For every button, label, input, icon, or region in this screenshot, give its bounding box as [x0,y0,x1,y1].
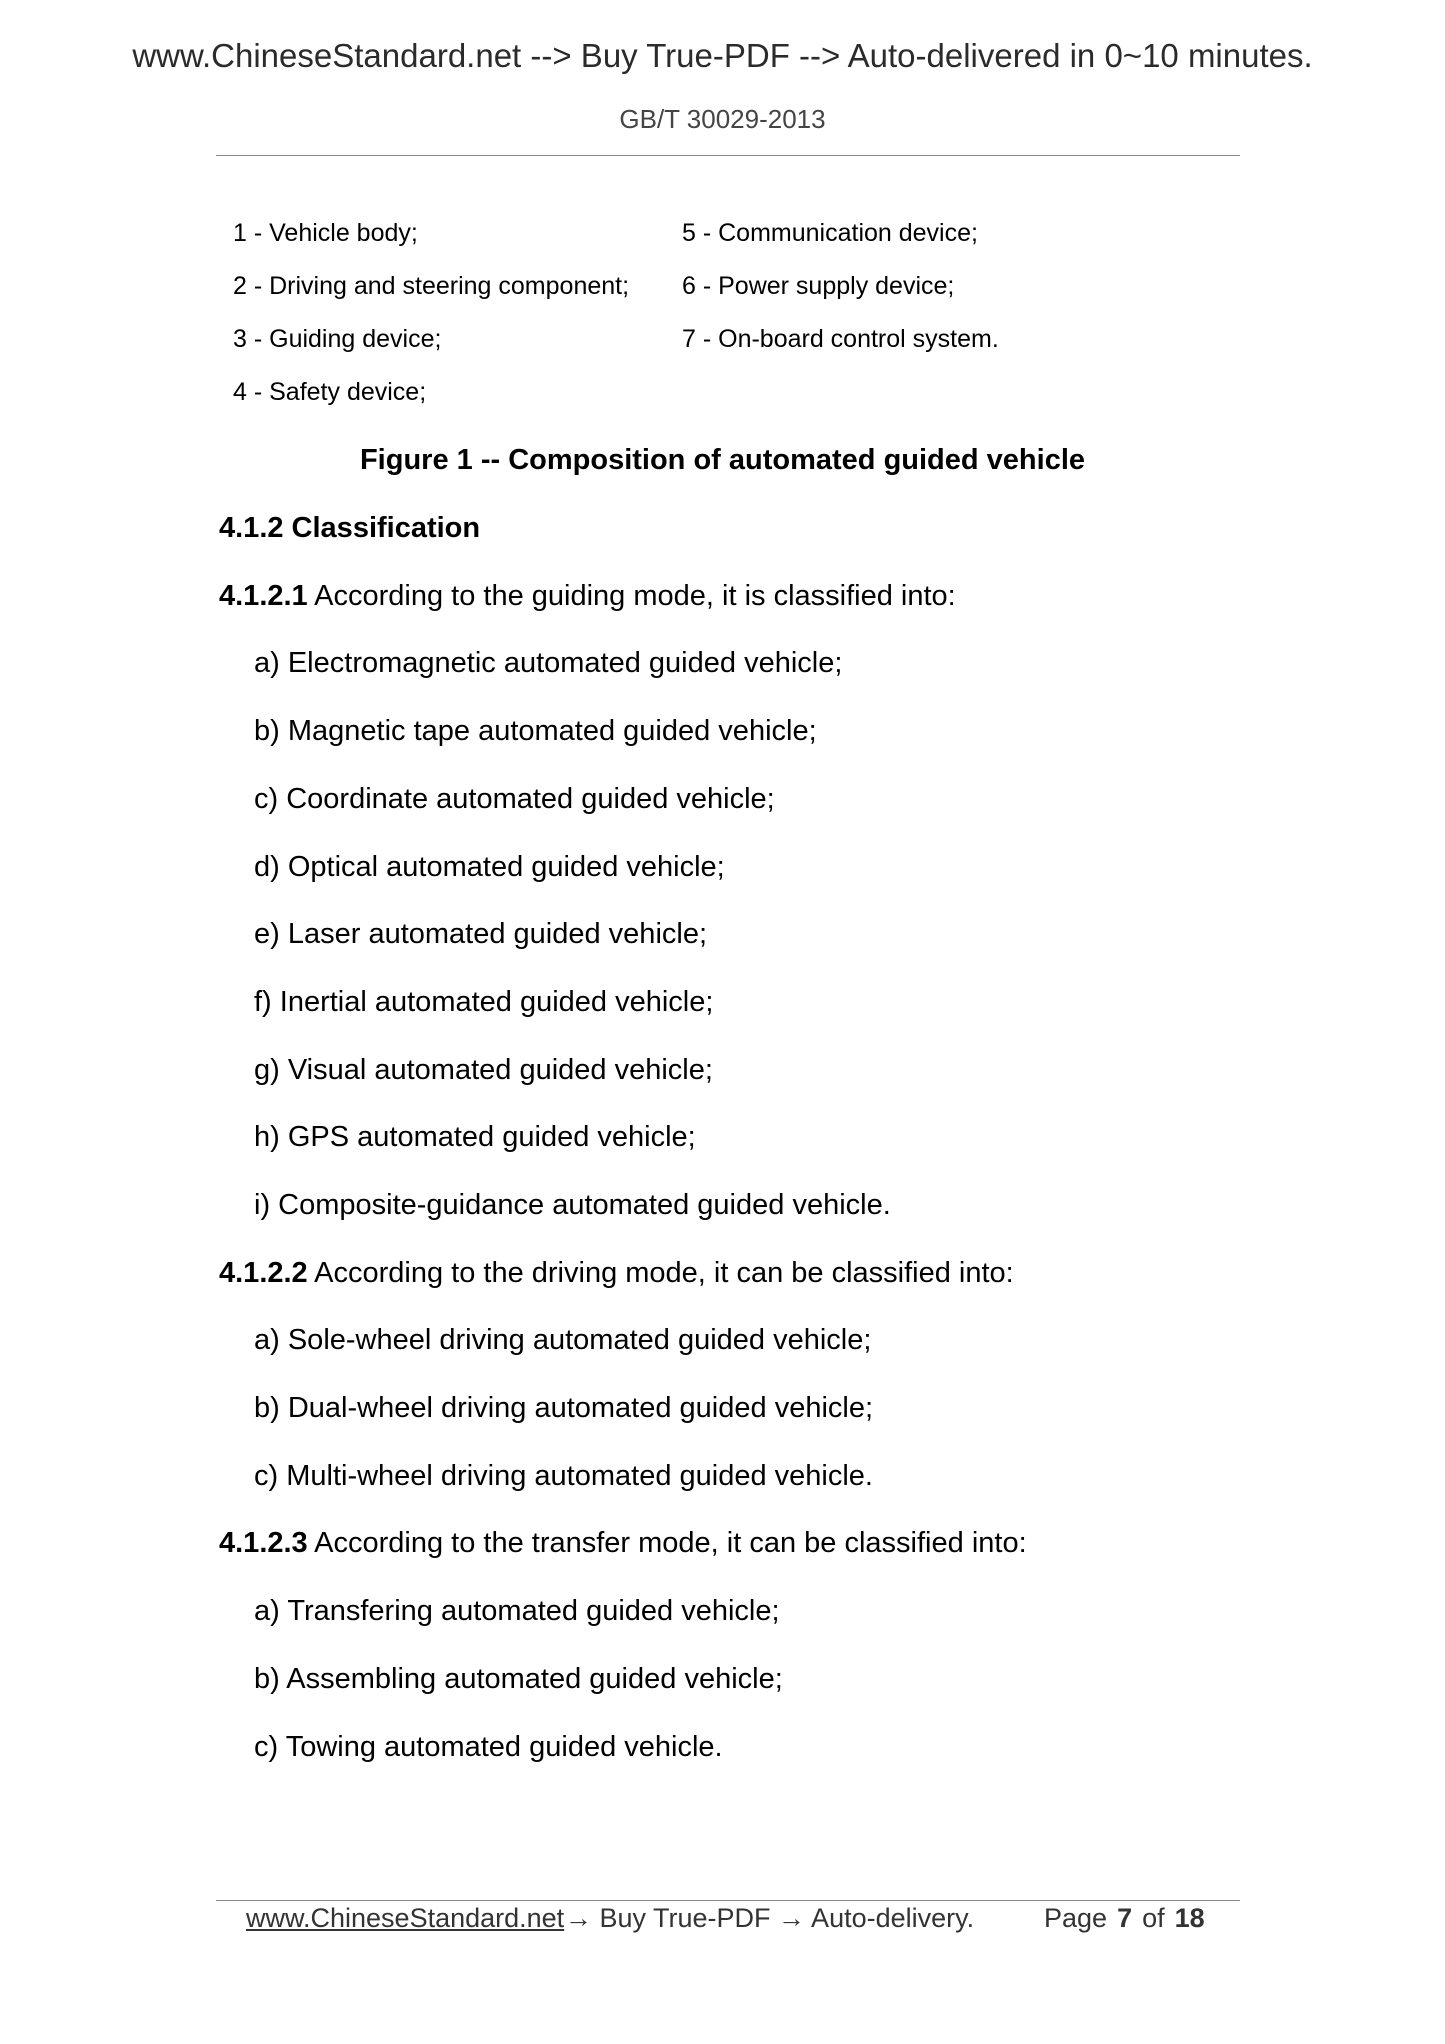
list-item: d) Optical automated guided vehicle; [254,851,725,883]
list-item: b) Dual-wheel driving automated guided vehicle; [254,1392,874,1424]
clause-number: 4.1.2.1 [219,580,308,612]
legend-item: 7 - On-board control system. [682,325,999,353]
legend-item: 6 - Power supply device; [682,272,955,300]
list-item: b) Assembling automated guided vehicle; [254,1663,783,1695]
clause-number: 4.1.2.2 [219,1257,308,1289]
list-item: b) Magnetic tape automated guided vehicle; [254,715,817,747]
page-number [1044,1903,1205,1934]
list-item: c) Towing automated guided vehicle. [254,1731,723,1763]
list-item: h) GPS automated guided vehicle; [254,1121,696,1153]
list-item: f) Inertial automated guided vehicle; [254,986,714,1018]
document-id: GB/T 30029-2013 [619,104,826,134]
clause-number: 4.1.2.3 [219,1527,308,1559]
footer-tagline: → Buy True-PDF → Auto-delivery. [565,1903,975,1933]
clause-4-1-2-2 [219,1257,1014,1290]
list-item: c) Coordinate automated guided vehicle; [254,783,775,815]
clause-text: According to the transfer mode, it can be classified into: [307,1527,1027,1559]
page-label: Page [1044,1903,1108,1933]
legend-item: 4 - Safety device; [233,378,427,406]
page-total: 18 [1174,1903,1205,1933]
page-of: of [1142,1903,1165,1933]
legend-item: 5 - Communication device; [682,219,978,247]
clause-4-1-2-1 [219,580,956,613]
list-item: c) Multi-wheel driving automated guided vehicle. [254,1460,873,1492]
legend-item: 2 - Driving and steering component; [233,272,630,300]
clause-text: According to the guiding mode, it is classified into: [307,580,956,612]
list-item: e) Laser automated guided vehicle; [254,918,708,950]
clause-4-1-2-3 [219,1527,1027,1560]
header-divider [216,155,1240,156]
page-current: 7 [1117,1903,1133,1933]
legend-item: 3 - Guiding device; [233,325,442,353]
footer-divider [216,1900,1240,1901]
list-item: a) Transfering automated guided vehicle; [254,1595,780,1627]
list-item: g) Visual automated guided vehicle; [254,1054,713,1086]
list-item: a) Electromagnetic automated guided vehicle; [254,647,843,679]
clause-text: According to the driving mode, it can be classified into: [307,1257,1014,1289]
top-banner: www.ChineseStandard.net --> Buy True-PDF --> Auto-delivered in 0~10 minutes. [132,37,1313,74]
legend-item: 1 - Vehicle body; [233,219,418,247]
list-item: i) Composite-guidance automated guided vehicle. [254,1189,891,1221]
list-item: a) Sole-wheel driving automated guided vehicle; [254,1324,872,1356]
figure-caption: Figure 1 -- Composition of automated guided vehicle [359,444,1086,476]
footer-website-link[interactable]: www.ChineseStandard.net [246,1903,565,1933]
section-heading: 4.1.2 Classification [219,512,481,544]
